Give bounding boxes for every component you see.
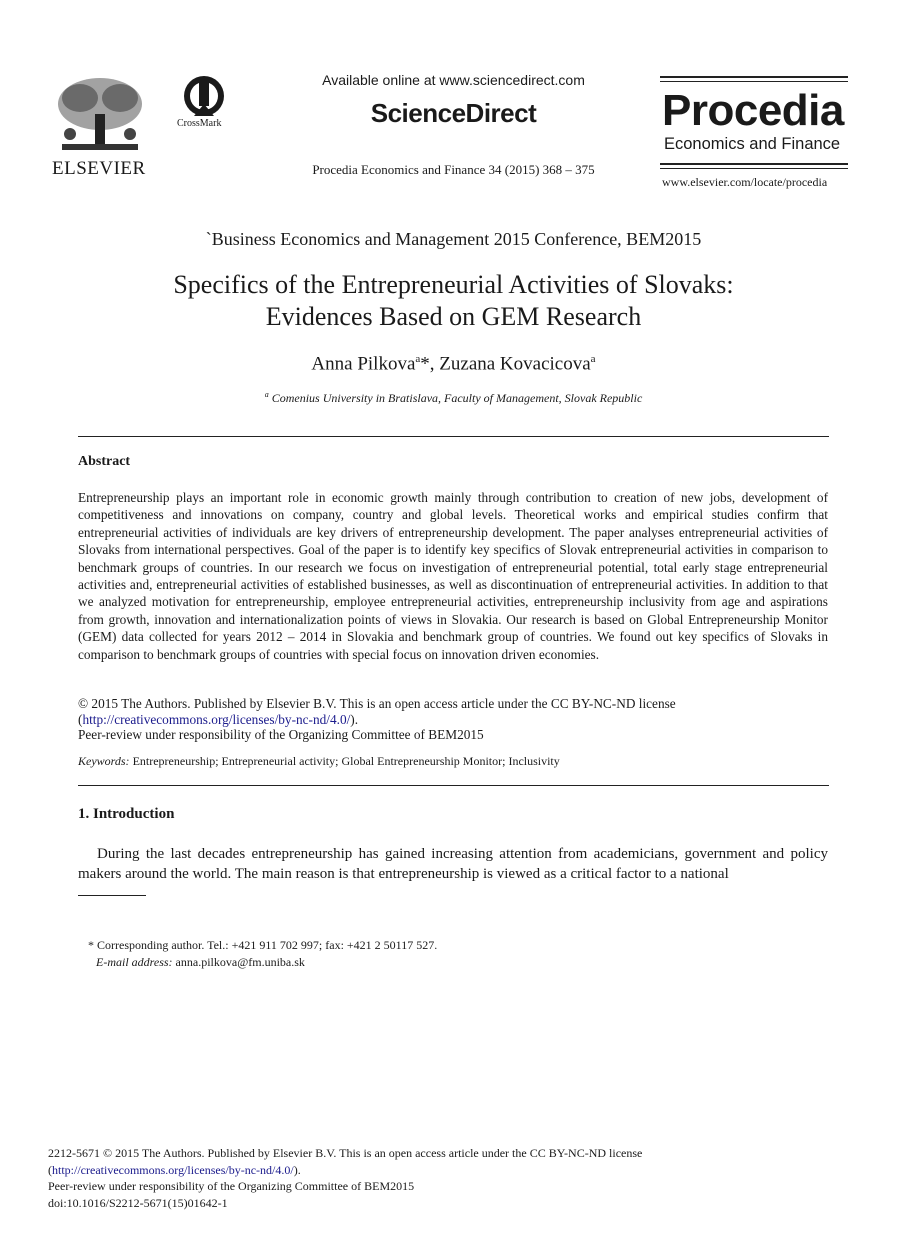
conference-name: `Business Economics and Management 2015 Conference, BEM2015 [205,229,702,249]
logo-rule-bottom-2 [660,168,848,169]
affiliation [0,390,907,406]
paper-title-line2: Evidences Based on GEM Research [265,302,642,331]
license-link[interactable]: http://creativecommons.org/licenses/by-nc-nd/4.0/ [52,1162,294,1177]
license-line [48,1162,848,1179]
affiliation-marker: a [590,353,596,365]
logo-rule-bottom-1 [660,163,848,165]
email-label: E-mail address: [96,955,173,969]
affiliation-text: Comenius University in Bratislava, Faculty of Management, Slovak Republic [268,391,643,405]
sciencedirect-logo: ScienceDirect [370,98,537,128]
keywords [78,754,828,769]
affiliation-marker: a [264,390,269,399]
footnote [78,937,828,971]
divider [78,436,829,437]
journal-reference: Procedia Economics and Finance 34 (2015) 368 – 375 [312,162,595,177]
article-footer [48,1145,848,1211]
peer-review-line: Peer-review under responsibility of the Organizing Committee of BEM2015 [78,727,484,743]
author-name: Zuzana Kovacicova [439,353,591,375]
logo-rule-top-2 [660,81,848,82]
procedia-subtitle: Economics and Finance [664,135,841,153]
peer-review-line: Peer-review under responsibility of the Organizing Committee of BEM2015 [48,1179,415,1193]
paren-open: ( [48,1162,52,1177]
divider [78,785,829,786]
available-online-text: Available online at www.sciencedirect.com [322,72,585,88]
author-name: Anna Pilkova [311,353,416,375]
footnote-rule [78,895,146,896]
author-list [0,353,907,375]
copyright-line: © 2015 The Authors. Published by Elsevier B.V. This is an open access article under the CC BY-NC-ND license [78,696,676,711]
paren-close: ). [293,1162,301,1177]
abstract-body: Entrepreneurship plays an important role in economic growth mainly through contribution to creation of new jobs, development of competitiveness and innovations on company, country and global levels. Theoretical works and empirical studies confirm that entrepreneurial activities of individuals are key drivers of entrepreneurship development. The paper analyses entrepreneurial activities of Slovaks from international perspectives. Goal of the paper is to identify key specifics of Slovak entrepreneurial activities in comparison to benchmark groups of countries. In our research we focus on investigation of entrepreneurial potential, total early stage entrepreneurial activities and, entrepreneurial activities of established businesses, as well as discontinuation of entrepreneurial activities. In addition to that we analyzed motivation for entrepreneurship, employee entrepreneurial activities, entrepreneurship inclusivity from age and aspirations from growth, innovation and internationalization points of views in Slovakia. Our research is based on Global Entrepreneurship Monitor (GEM) data collected for years 2012 – 2014 in Slovakia and benchmark group of countries. We found out key specifics of Slovaks in comparison to benchmark groups of countries with special focus on innovation driven economies. [78,490,828,662]
issn-license-line: 2212-5671 © 2015 The Authors. Published by Elsevier B.V. This is an open access article under the CC BY-NC-ND license [48,1146,643,1160]
elsevier-wordmark: ELSEVIER [52,158,146,179]
paper-title-line1: Specifics of the Entrepreneurial Activities of Slovaks: [173,270,734,299]
section-heading: 1. Introduction [78,806,175,822]
copyright-notice [78,696,828,743]
paren-close: ). [350,711,359,727]
keywords-list: Entrepreneurship; Entrepreneurial activity; Global Entrepreneurship Monitor; Inclusivity [129,754,560,768]
logo-rule-top-1 [660,76,848,78]
procedia-wordmark: Procedia [662,86,844,135]
introduction-body: During the last decades entrepreneurship has gained increasing attention from academicians, government and policy makers around the world. The main reason is that entrepreneurship is viewed as a critical factor to a national [78,846,828,882]
journal-url[interactable]: www.elsevier.com/locate/procedia [662,175,828,189]
crossmark-label: CrossMark [177,118,222,129]
paren-open: ( [78,711,83,727]
doi[interactable]: doi:10.1016/S2212-5671(15)01642-1 [48,1195,228,1210]
license-line [78,712,828,728]
keywords-label: Keywords: [78,754,130,768]
email-address[interactable]: anna.pilkova@fm.uniba.sk [172,955,305,969]
email-line [78,954,828,971]
abstract-heading: Abstract [78,454,131,469]
license-link[interactable]: http://creativecommons.org/licenses/by-nc-nd/4.0/ [82,711,351,727]
corresponding-author: * Corresponding author. Tel.: +421 911 702 997; fax: +421 2 50117 527. [88,938,438,952]
affiliation-marker: a [415,353,421,365]
corresponding-marker: *, [420,353,440,375]
